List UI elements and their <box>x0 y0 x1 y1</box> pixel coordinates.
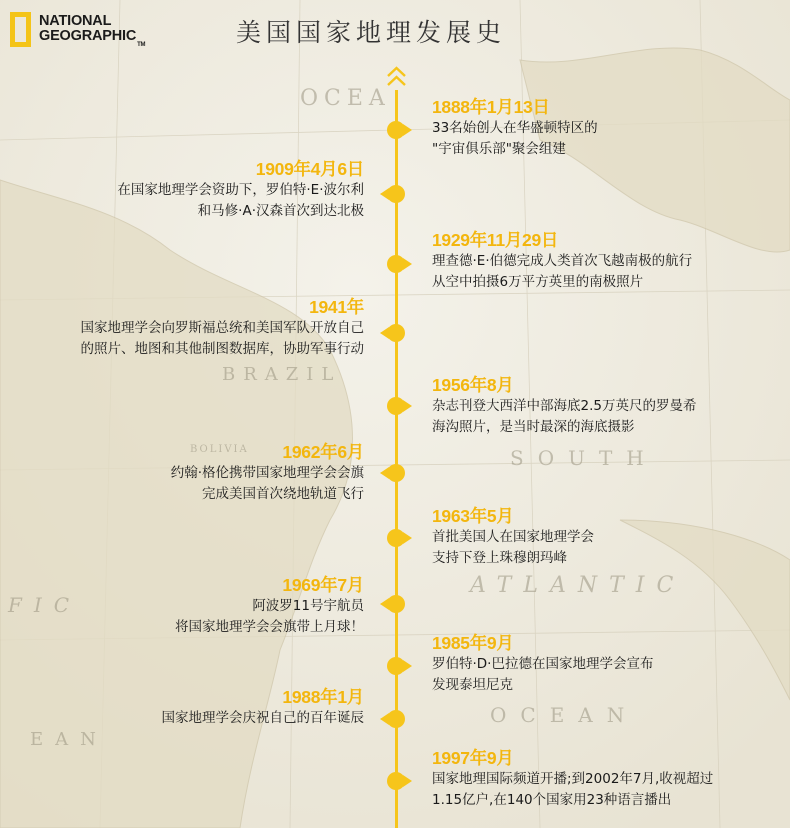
timeline-date: 1888年1月13日 <box>432 97 550 117</box>
timeline-entry <box>432 96 598 160</box>
timeline-description-line: 1.15亿户,在140个国家用23种语言播出 <box>432 792 672 808</box>
timeline-date: 1988年1月 <box>282 687 364 707</box>
timeline-entry <box>117 158 364 222</box>
timeline-pointer <box>380 598 389 610</box>
map-label-ocean-bottom: OCEAN <box>490 703 639 727</box>
timeline-description-line: "宇宙俱乐部"聚会组建 <box>432 141 566 157</box>
timeline-description-line: 国家地理学会庆祝自己的百年诞辰 <box>161 710 364 726</box>
timeline-description-line: 杂志刊登大西洋中部海底2.5万英尺的罗曼希 <box>432 398 697 414</box>
timeline-node <box>387 324 405 342</box>
timeline-date: 1985年9月 <box>432 633 514 653</box>
timeline-description-line: 国家地理国际频道开播;到2002年7月,收视超过 <box>432 771 714 787</box>
map-label-south: SOUTH <box>510 446 658 470</box>
map-label-brazil: BRAZIL <box>222 364 342 385</box>
logo-wordmark <box>39 12 146 48</box>
timeline-entry <box>432 229 692 293</box>
timeline-date: 1969年7月 <box>282 575 364 595</box>
timeline-pointer <box>380 188 389 200</box>
logo-trademark: TM <box>137 42 146 48</box>
map-label-bolivia: BOLIVIA <box>190 444 249 455</box>
timeline-description-line: 和马修·A·汉森首次到达北极 <box>197 203 364 219</box>
timeline-date: 1941年 <box>309 297 364 317</box>
timeline-description-line: 完成美国首次绕地轨道飞行 <box>202 486 364 502</box>
timeline-date: 1909年4月6日 <box>255 159 364 179</box>
timeline-entry <box>162 686 365 729</box>
timeline-description-line: 在国家地理学会资助下，罗伯特·E·波尔利 <box>117 182 364 198</box>
timeline-pointer <box>403 660 412 672</box>
timeline-entry <box>81 296 365 360</box>
timeline-pointer <box>380 713 389 725</box>
timeline-node <box>387 185 405 203</box>
timeline-entry <box>432 505 594 569</box>
timeline-description-line: 阿波罗11号宇航员 <box>252 598 364 614</box>
timeline-date: 1956年8月 <box>432 375 514 395</box>
logo-line-1: NATIONAL <box>39 12 112 29</box>
timeline-node <box>387 464 405 482</box>
timeline-pointer <box>403 775 412 787</box>
map-label-atlantic: ATLANTIC <box>470 573 686 598</box>
timeline-entry <box>432 632 653 696</box>
timeline-entry <box>171 441 364 505</box>
timeline-description-line: 发现泰坦尼克 <box>432 677 513 693</box>
timeline-description-line: 从空中拍摄6万平方英里的南极照片 <box>432 274 644 290</box>
timeline-description-line: 支持下登上珠穆朗玛峰 <box>432 550 567 566</box>
timeline-description-line: 首批美国人在国家地理学会 <box>432 529 594 545</box>
map-label-pacific-ocean-fragment: EAN <box>30 729 108 750</box>
timeline-entry <box>432 374 696 438</box>
timeline-pointer <box>403 400 412 412</box>
timeline-description-line: 海沟照片，是当时最深的海底摄影 <box>432 419 635 435</box>
timeline-description-line: 的照片、地图和其他制图数据库，协助军事行动 <box>80 341 364 357</box>
timeline-node <box>387 595 405 613</box>
map-label-ocean-top: OCEA <box>300 86 391 111</box>
page-title: 美国国家地理发展史 <box>236 18 507 47</box>
timeline-description-line: 罗伯特·D·巴拉德在国家地理学会宣布 <box>432 656 654 672</box>
national-geographic-logo <box>10 9 144 49</box>
timeline-pointer <box>380 327 389 339</box>
map-label-pacific-fragment: FIC <box>8 593 82 617</box>
timeline-node <box>387 710 405 728</box>
timeline-date: 1963年5月 <box>432 506 514 526</box>
yellow-frame-icon <box>10 12 31 47</box>
timeline-entry <box>175 574 364 638</box>
timeline-description-line: 33名始创人在华盛顿特区的 <box>432 120 598 136</box>
timeline-description-line: 约翰·格伦携带国家地理学会会旗 <box>170 465 364 481</box>
timeline-description-line: 国家地理学会向罗斯福总统和美国军队开放自己 <box>80 320 364 336</box>
timeline-date: 1962年6月 <box>282 442 364 462</box>
timeline-pointer <box>403 258 412 270</box>
timeline-pointer <box>403 124 412 136</box>
timeline-date: 1929年11月29日 <box>432 230 559 250</box>
timeline-date: 1997年9月 <box>432 748 514 768</box>
timeline-pointer <box>403 532 412 544</box>
timeline-description-line: 理查德·E·伯德完成人类首次飞越南极的航行 <box>432 253 693 269</box>
timeline-pointer <box>380 467 389 479</box>
logo-line-2: GEOGRAPHIC™ <box>39 28 146 48</box>
timeline-entry <box>432 747 713 811</box>
double-chevron-up-icon <box>386 66 407 88</box>
timeline-description-line: 将国家地理学会会旗带上月球！ <box>175 619 364 635</box>
